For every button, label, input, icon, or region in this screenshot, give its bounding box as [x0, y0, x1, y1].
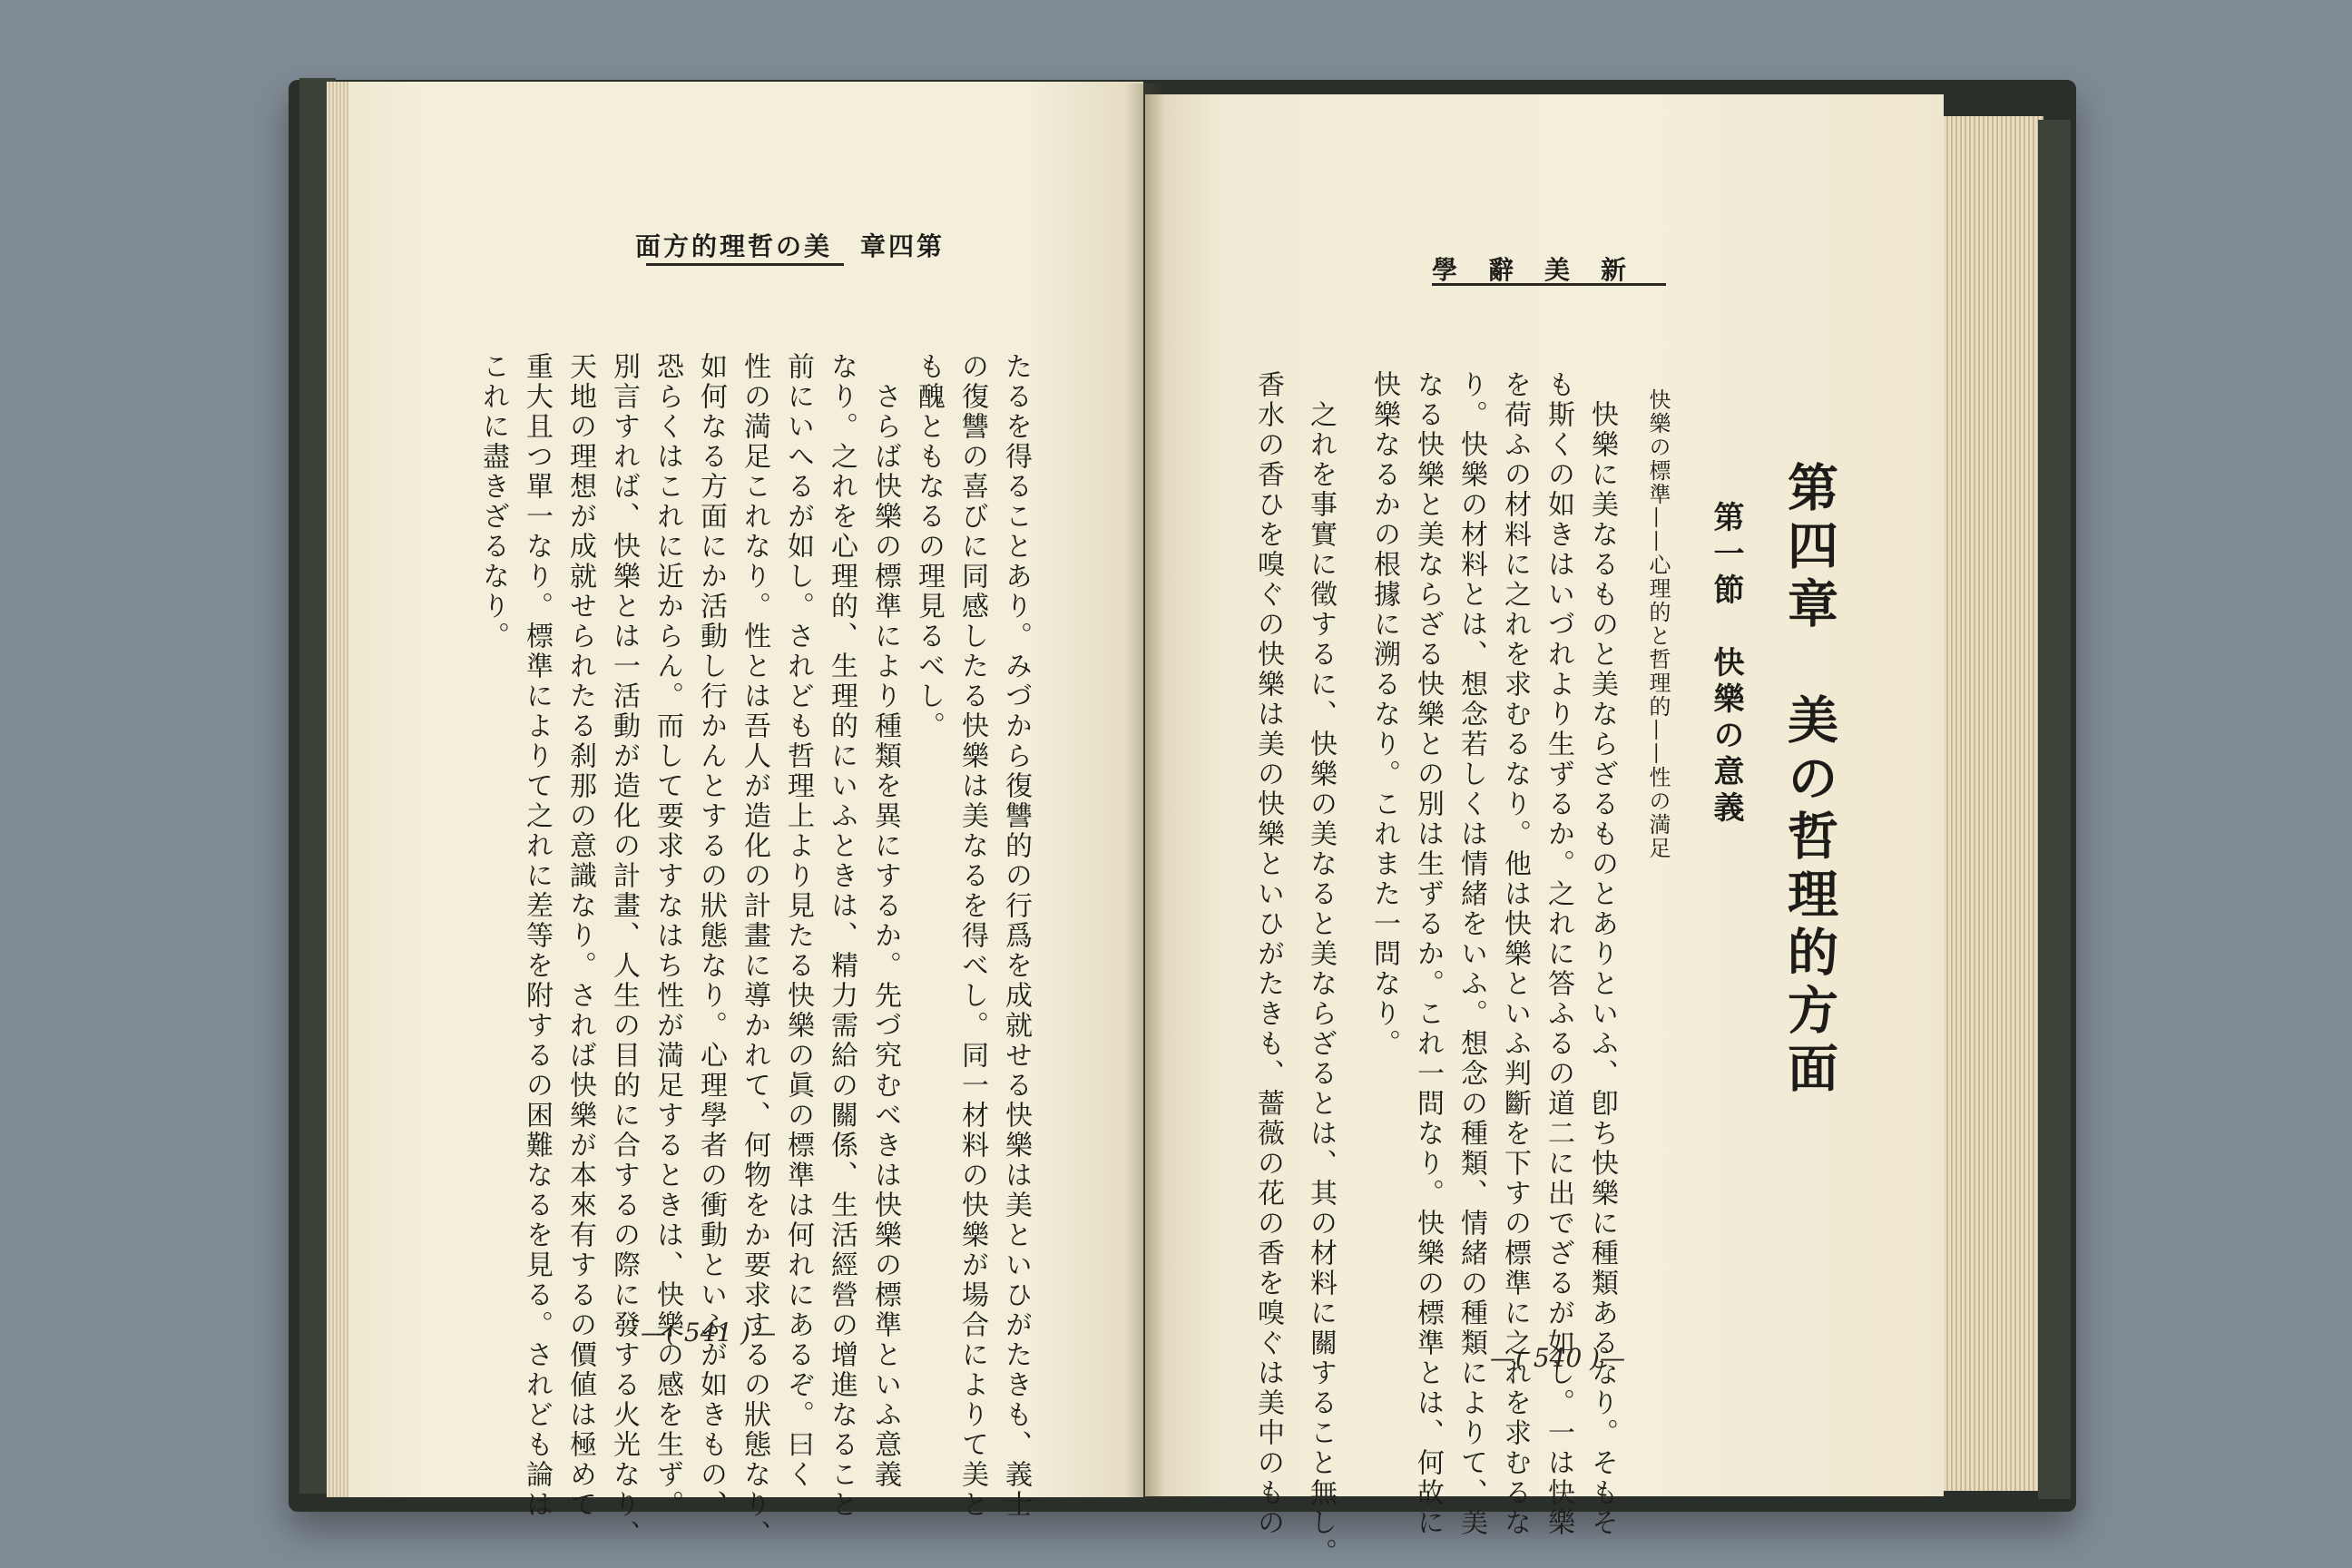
right-line-7: 之れを事實に徵するに、快樂の美なると美ならざるとは、其の材料に關すること無し。 — [1305, 370, 1337, 1568]
left-running-head-rule — [646, 263, 844, 266]
chapter-title: 第四章 美の哲理的方面 — [1779, 461, 1839, 1100]
front-cover-edge — [2038, 120, 2071, 1499]
left-line-9: 恐らくはこれに近からん。而して要求すなはち性が満足するときは、快樂の感を生ず。 — [652, 352, 683, 1520]
left-line-8: 如何なる方面にか活動し行かんとするの狀態なり。心理學者の衝動といふが如きもの、 — [695, 352, 727, 1520]
right-page-number: —( 540 )— — [1490, 1343, 1626, 1373]
page-block-left — [327, 82, 350, 1497]
right-line-3: を荷ふの材料に之れを求むるなり。他は快樂といふ判斷を下すの標準に之れを求むるな — [1499, 370, 1531, 1538]
left-page-number: —( 541 )— — [641, 1318, 777, 1348]
left-line-10: 別言すれば、快樂とは一活動が造化の計畫、人生の目的に合するの際に發する火光なり、 — [608, 352, 640, 1550]
left-line-4: さらば快樂の標準により種類を異にするか。先づ究むべきは快樂の標準といふ意義 — [869, 352, 901, 1490]
left-line-13: これに盡きざるなり。 — [477, 352, 509, 652]
right-running-head: 新 美 辭 學 — [1432, 255, 1630, 285]
left-line-2: の復讐の喜びに同感したる快樂は美なるを得べし。同一材料の快樂が場合によりて美と — [956, 352, 988, 1520]
right-line-4: り。快樂の材料とは、想念若しくは情緒をいふ。想念の種類、情緒の種類によりて、美 — [1455, 370, 1487, 1538]
right-line-5: なる快樂と美ならざる快樂との別は生ずるか。これ一問なり。快樂の標準とは、何故に — [1412, 370, 1444, 1538]
book-gutter — [1125, 83, 1165, 1497]
page-block-right — [1942, 116, 2043, 1491]
section-subtitle: 快樂の標準——心理的と哲理的——性の満足 — [1645, 388, 1671, 860]
right-line-2: も斯くの如きはいづれより生ずるか。之れに答ふるの道二に出でざるが如し。一は快樂 — [1543, 370, 1574, 1538]
left-line-12: 重大且つ單一なり。標準によりて之れに差等を附するの困難なるを見る。されども論は — [521, 352, 553, 1520]
right-line-8: 香水の香ひを嗅ぐの快樂は美の快樂といひがたきも、薔薇の花の香を嗅ぐは美中のもの — [1252, 370, 1284, 1538]
left-line-5: なり。之れを心理的、生理的にいふときは、精力需給の關係、生活經營の增進なること — [826, 352, 858, 1520]
right-line-6: 快樂なるかの根據に溯るなり。これまた一問なり。 — [1368, 370, 1400, 1059]
left-line-11: 天地の理想が成就せられたる刹那の意識なり。されば快樂が本來有するの價値は極めて — [564, 352, 596, 1520]
right-line-1: 快樂に美なるものと美ならざるものとありといふ、卽ち快樂に種類あるなり。そもそ — [1586, 370, 1618, 1538]
left-line-3: も醜ともなるの理見るべし。 — [913, 352, 945, 741]
left-line-1: たるを得ることあり。みづから復讐的の行爲を成就せる快樂は美といひがたきも、義士 — [1000, 352, 1032, 1520]
left-line-7: 性の満足これなり。性とは吾人が造化の計畫に導かれて、何物をか要求するの狀態なり、 — [739, 352, 770, 1550]
left-line-6: 前にいへるが如し。されども哲理上より見たる快樂の眞の標準は何れにあるぞ。曰く — [782, 352, 814, 1490]
left-running-head: 第四章 美の哲理的方面 — [635, 231, 946, 261]
section-title: 第一節 快樂の意義 — [1708, 501, 1744, 828]
